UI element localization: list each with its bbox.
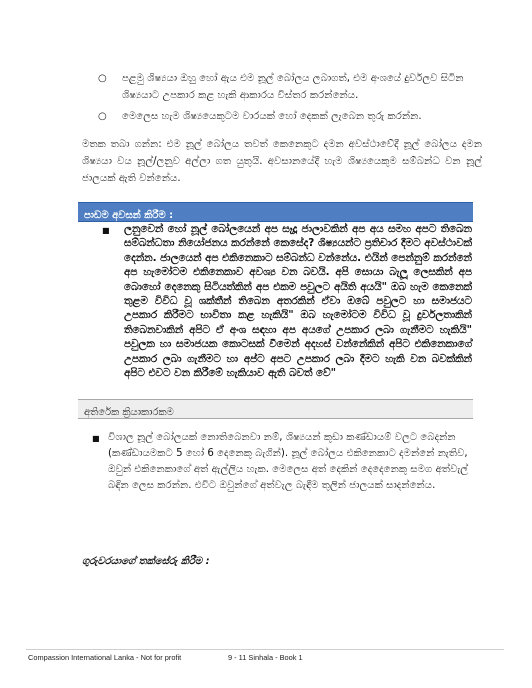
extra-activity-text: විශාල නූල් බෝලයක් නොතිබෙනවා නම්, ශිෂ්‍යයන් කුඩා කණ්ඩායම් වලට බෙදන්න (කණ්ඩායමකට 5 හෝ 6 දෙනෙකු බැගින්). නූල් බෝලය එකිනෙකාට දමන්නේ නැතිව, ඔවුන් එකිනෙකාගේ අත් ඇල්ලිය හැක. මෙලෙස අත් දෙකින් දෙදෙනෙකු සමග අත්වැල් බඳින ලෙස කරන්න. එවිට ඔවුන්ගේ අත්වැල බැඳීම තුලින් ජාලයක් සාදන්නේය.: [108, 432, 469, 491]
list-item: [100, 70, 480, 104]
list-item: [92, 430, 480, 494]
square-bullet-icon: ■: [102, 226, 110, 235]
square-bullet-icon: ■: [92, 434, 100, 443]
section-heading: පාඩම අවසන් කිරීම :: [84, 210, 174, 221]
section-heading: අතිරේක ක්‍රියාකාරකම: [84, 407, 174, 418]
closing-text-block: [100, 222, 472, 380]
section-heading-band: [78, 202, 473, 222]
footer-page-info: 9 - 11 Sinhala - Book 1: [228, 653, 303, 662]
closing-text: ලනුවෙන් හෝ නූල් බෝලයෙන් අප සෑදූ ජාලාවකින් අප අය සමහ අපට තිබෙන සම්බන්ධතා නියෝජනය කරන්නේ කෙසේද? ශිෂ්‍යයන්ට ප්‍රතිචාර දීමට අවස්ථාවක් දෙන්න. ජාලයෙන් අප එකිනෙකාට සම්බන්ධ වන්නේය. එයින් පෙන්නුම් කරන්නේ අප හැමෝටම එකිනෙකාව අවශ්‍ය වන බවයි. අපි සොයා බැලූ ලෙසකින් අප බොහෝ දෙනෙකු සිටියත්කින් අප එකම පවුලට අයිති අයයි" ඔබ හැම කෙනෙක් තුළම විවිධ වූ ශක්තීන් තිබෙන අතරකින් ඒවා ඔබේ පවුලට හා සමාජයට උපකාර කිරීමට භාවිතා කළ හැකියි" ඔබ හැමෝටම විවිධ වූ දුර්වලතාකින් තිබෙනවාකින් අපිට ඒ අංශ සඳහා අප අයගේ උපකාර ලබා ගැනීමට හැකියි" පවුලක හා සමාජයක කොටසක් වීමෙන් අදහස් වන්නේකින් අපිට එකිනෙකාගේ උපකාර ලබා ගැනීමට හා අප්ට අපට උපකාර ලබා දීමට හැකි වන බවක්කින් අපිට එවට වන කිරීමේ හැකියාව ඇති බවත් වේ": [124, 223, 472, 380]
circle-bullet-icon: ○: [98, 73, 107, 84]
list-item-text: පළමු ශිෂ්‍යයා ඔහු හෝ ඇය එම නූල් බෝලය ලබාගත්, එම අංශයේ දුර්වලව සිටින ශිෂ්‍යයාට උපකාර කළ හැකි ආකාරය විස්තර කරන්නේය.: [122, 73, 464, 101]
circle-bullet-icon: ○: [98, 111, 107, 122]
note-paragraph: මතක තබා ගන්න: එම නූල් බෝලය තවත් කෙනෙකුට දමන අවස්ථාවේදී නූල් බෝලය දමන ශිෂ්‍යයා වය නූල්/ලනුව අල්ලා ගත යුතුයි. අවසානයේදී හැම ශිෂ්‍යයෙකුම සම්බන්ධ වන නූල් ජාලයක් ඇති වන්නේය.: [82, 139, 482, 184]
list-item-text: මෙලෙස හැම ශිෂ්‍යයෙකුටම වාරයක් හෝ දෙකක් ලැබෙන තුරු කරන්න.: [122, 111, 422, 122]
footer-divider: [26, 649, 504, 650]
list-item: [100, 108, 480, 125]
footer-organization: Compassion International Lanka - Not for profit: [28, 653, 182, 662]
teacher-assessment-heading: ගුරුවරයාගේ තක්සේරු කිරීම :: [82, 556, 210, 567]
section-heading-band: [78, 399, 473, 419]
